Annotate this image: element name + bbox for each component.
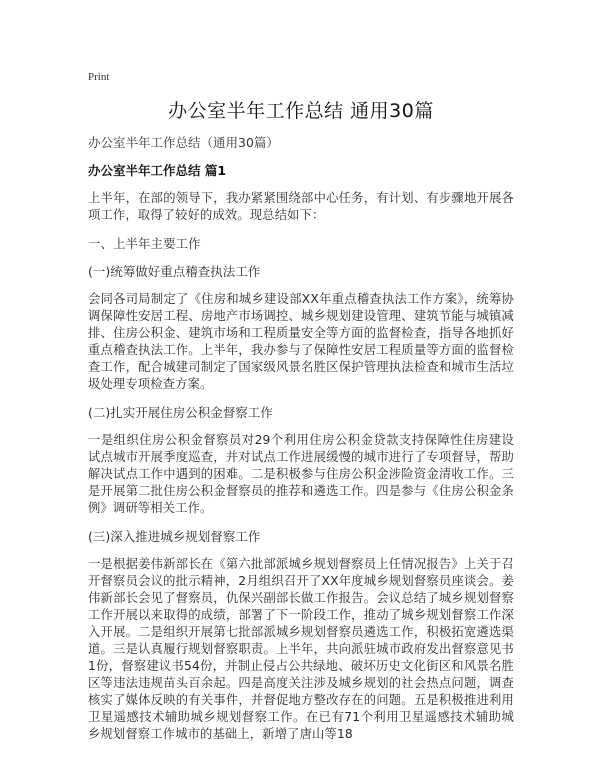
heading-housing-fund-supervision: (二)扎实开展住房公积金督察工作 — [88, 405, 273, 420]
heading-urban-rural-planning: (三)深入推进城乡规划督察工作 — [88, 529, 261, 544]
paragraph-inspection-enforcement: 会同各司局制定了《住房和城乡建设部XX年重点稽查执法工作方案》，统筹协调保障性安居工程、房地产市场调控、城乡规划建设管理、建筑节能与城镇减排、住房公积金、建筑市场和工程质量安全等方面的监督检查，指导各地抓好重点稽查执法工作。上半年，我办参与了保障性安居工程质量等方面的监督检查工作，配合城建司制定了国家级风景名胜区保护管理执法检查和城市生活垃圾处理专项检查方案。 — [88, 292, 514, 391]
heading-inspection-enforcement: (一)统筹做好重点稽查执法工作 — [88, 264, 261, 279]
heading-main-work: 一、上半年主要工作 — [88, 236, 201, 251]
document-page — [88, 70, 514, 754]
intro-paragraph: 上半年，在部的领导下，我办紧紧围绕部中心任务，有计划、有步骤地开展各项工作，取得了较好的成效。现总结如下： — [88, 191, 514, 222]
paragraph-urban-rural-planning: 一是根据姜伟新部长在《第六批部派城乡规划督察员上任情况报告》上关于召开督察员会议的批示精神，2月组织召开了XX年度城乡规划督察员座谈会。姜伟新部长会见了督察员，仇保兴副部长做工作报告。会议总结了城乡规划督察工作开展以来取得的成绩，部署了下一阶段工作，推动了城乡规划督察工作深入开展。二是组织开展第七批部派城乡规划督察员遴选工作，积极拓宽遴选渠道。三是认真履行规划督察职责。上半年，共向派驻城市政府发出督察意见书1份，督察建议书54份，并制止侵占公共绿地、破坏历史文化街区和风景名胜区等违法违规苗头百余起。四是高度关注涉及城乡规划的社会热点问题，调查核实了媒体反映的有关事件，并督促地方整改存在的问题。五是积极推进利用卫星遥感技术辅助城乡规划督察工作。在已有71个利用卫星遥感技术辅助城乡规划督察工作城市的基础上，新增了唐山等18 — [88, 557, 514, 741]
document-subtitle: 办公室半年工作总结（通用30篇） — [88, 135, 279, 150]
paragraph-housing-fund-supervision: 一是组织住房公积金督察员对29个利用住房公积金贷款支持保障性住房建设试点城市开展季度巡查，并对试点工作进展缓慢的城市进行了专项督导，帮助解决试点工作中遇到的困难。二是积极参与住房公积金涉险资金清收工作。三是开展第二批住房公积金督察员的推荐和遴选工作。四是参与《住房公积金条例》调研等相关工作。 — [88, 433, 514, 515]
document-title: 办公室半年工作总结 通用30篇 — [168, 100, 434, 122]
print-label[interactable]: Print — [88, 71, 110, 83]
section-heading: 办公室半年工作总结 篇1 — [88, 163, 227, 178]
